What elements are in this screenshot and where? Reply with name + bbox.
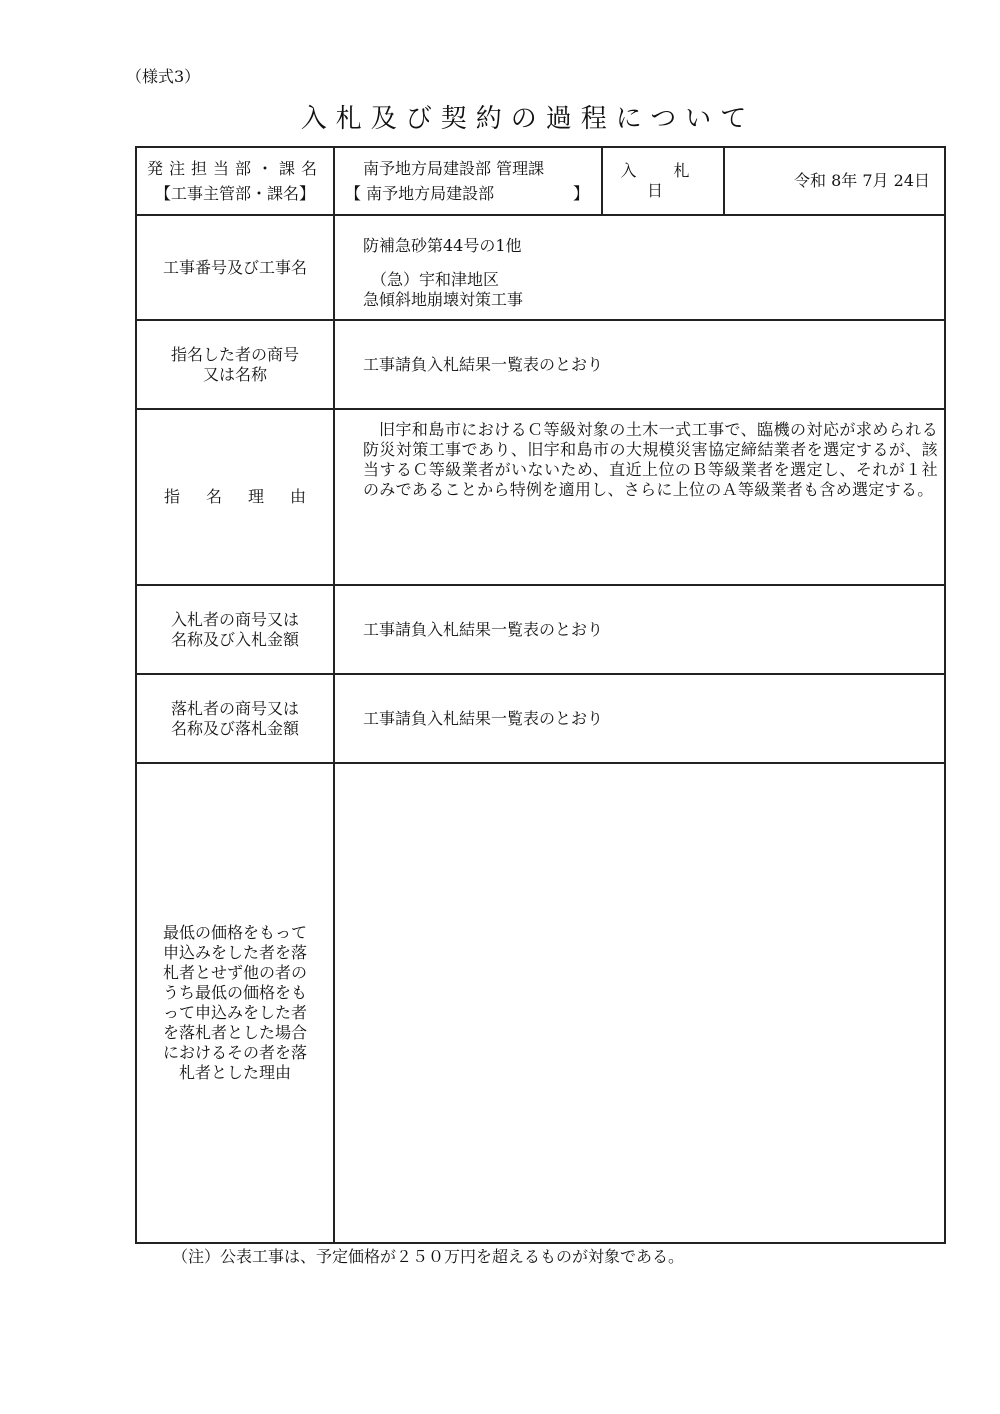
winner-label-line2: 名称及び落札金額: [170, 718, 299, 738]
dept-label-cell: [136, 147, 334, 215]
procurement-form-table: [135, 146, 946, 1244]
header-row: [136, 147, 945, 215]
bidders-label-line1: 入札者の商号又は: [170, 609, 299, 629]
winner-row: [136, 674, 945, 763]
designated-label-cell: [136, 320, 334, 409]
reason-label: 指名理由: [163, 487, 332, 506]
dept-value-cell: [334, 147, 602, 215]
page-title: 入札及び契約の過程について: [300, 104, 756, 134]
designated-label-line1: 指名した者の商号: [170, 344, 299, 364]
bidders-label-line2: 名称及び入札金額: [170, 629, 299, 649]
supervising-dept-value: [345, 184, 589, 204]
bidders-value: 工事請負入札結果一覧表のとおり: [334, 585, 945, 674]
bid-date-label: 入 札 日: [602, 147, 724, 215]
reason-label-cell: [136, 409, 334, 585]
supervising-dept-name: 【 南予地方局建設部: [345, 183, 495, 203]
non-lowest-value: [334, 763, 945, 1243]
winner-label-line1: 落札者の商号又は: [170, 698, 299, 718]
work-name-line2: 急傾斜地崩壊対策工事: [363, 290, 524, 309]
bidders-label-cell: [136, 585, 334, 674]
supervising-dept-label: 【工事主管部・課名】: [154, 183, 315, 203]
designated-row: [136, 320, 945, 409]
bidders-row: [136, 585, 945, 674]
footnote: （注）公表工事は、予定価格が２５０万円を超えるものが対象である。: [172, 1247, 685, 1266]
work-name-line1: （急）宇和津地区: [371, 270, 500, 289]
work-row: [136, 215, 945, 320]
winner-label-cell: [136, 674, 334, 763]
form-number: （様式3）: [126, 67, 201, 86]
non-lowest-label: 最低の価格をもって申込みをした者を落札者とせず他の者のうち最低の価格をもって申込みをした者を落札者とした場合におけるその者を落札者とした理由: [136, 763, 334, 1243]
designated-label-line2: 又は名称: [202, 364, 267, 384]
dept-label: 発注担当部・課名: [146, 158, 323, 178]
work-number: 防補急砂第44号の1他: [363, 236, 522, 255]
bid-date-value: 令和 8年 7月 24日: [724, 147, 945, 215]
dept-value: 南予地方局建設部 管理課: [363, 158, 545, 178]
reason-row: [136, 409, 945, 585]
non-lowest-row: [136, 763, 945, 1243]
designated-value: 工事請負入札結果一覧表のとおり: [334, 320, 945, 409]
work-value-cell: [334, 215, 945, 320]
work-label: 工事番号及び工事名: [136, 215, 334, 320]
supervising-dept-close-bracket: 】: [572, 183, 589, 203]
reason-value: 旧宇和島市におけるＣ等級対象の土木一式工事で、臨機の対応が求められる防災対策工事であり、旧宇和島市の大規模災害協定締結業者を選定するが、該当するＣ等級業者がいないため、直近上位のＢ等級業者を選定し、それが１社のみであることから特例を適用し、さらに上位のＡ等級業者も含め選定する。: [334, 409, 945, 585]
winner-value: 工事請負入札結果一覧表のとおり: [334, 674, 945, 763]
